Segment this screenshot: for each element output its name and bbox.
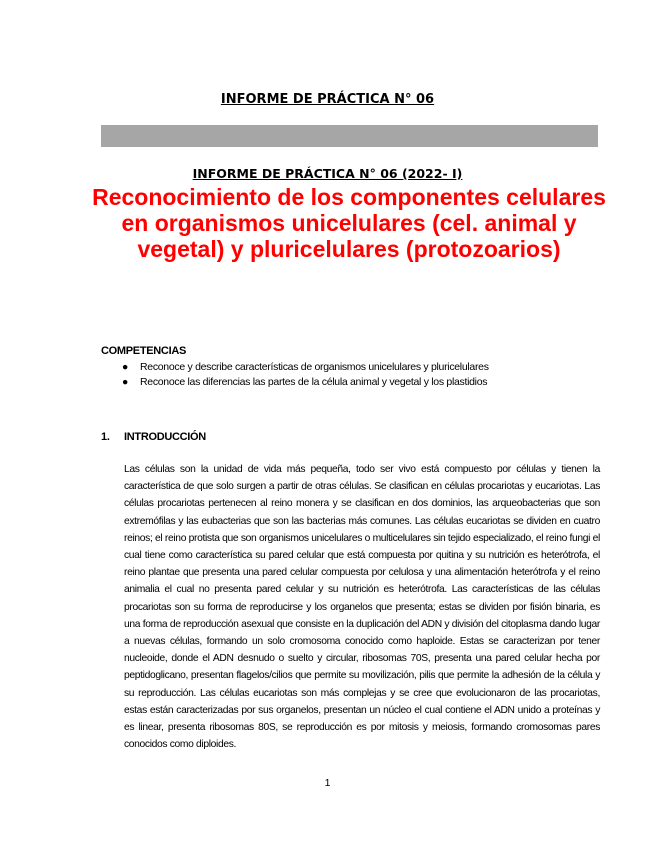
page-number: 1 <box>324 777 331 789</box>
competencia-text: Reconoce las diferencias las partes de la célula animal y vegetal y los plastidios <box>140 376 488 388</box>
competencias-heading: COMPETENCIAS <box>101 345 187 357</box>
competencia-text: Reconoce y describe características de organismos unicelulares y pluricelulares <box>140 361 489 373</box>
main-title: Reconocimiento de los componentes celulares en organismos unicelulares (cel. animal y vegetal) y pluricelulares (protozoarios) <box>92 184 606 262</box>
introduccion-heading <box>101 431 206 443</box>
competencia-item <box>122 375 489 390</box>
section-title: INTRODUCCIÓN <box>124 431 206 443</box>
report-subtitle: INFORME DE PRÁCTICA N° 06 (2022- I) <box>192 166 463 181</box>
header-title: INFORME DE PRÁCTICA N° 06 <box>220 92 435 107</box>
competencia-item <box>122 360 489 375</box>
gray-banner-bar <box>101 125 598 147</box>
competencias-list <box>122 360 489 390</box>
introduccion-body: Las células son la unidad de vida más pequeña, todo ser vivo está compuesto por células y tienen la característica de que solo surgen a partir de otras células. Se clasifican en células procariotas y eucariotas. Las células procariotas pertenecen al reino monera y se clasifican en dos dominios, las arqueobacterias que son extremófilas y las eubacterias que son las bacterias más comunes. Las células eucariotas se dividen en cuatro reinos; el reino protista que son organismos unicelulares o multicelulares sin tejido especializado, el reino fungi el cual tiene como característica su pared celular que está compuesta por quitina y su nutrición es heterótrofa, el reino plantae que presenta una pared celular compuesta por celulosa y una alimentación heterótrofa y el reino animalia el cual no presenta pared celular y su nutrición es heterótrofa. Las características de las células procariotas son su forma de reproducirse y los organelos que presenta; estas se dividen por fisión binaria, es una forma de reproducción asexual que consiste en la duplicación del ADN y división del citoplasma dando lugar a nuevas células, formando un solo cromosoma conocido como haploide. Estas se caracterizan por tener nucleoide, donde el ADN desnudo o suelto y circular, ribosomas 70S, presenta una pared celular hecha por peptidoglicano, presentan flagelos/cilios que permite su movilización, pilis que permite la adhesión de la célula y su reproducción. Las células eucariotas son más complejas y se cree que evolucionaron de las procariotas, estas están caracterizadas por sus organelos, presentan un núcleo el cual contiene el ADN unido a proteínas y es linear, presenta ribosomas 80S, se reproducción es por mitosis y meiosis, formando cromosomas pares conocidos como diploides. <box>124 464 600 751</box>
bullet-icon: ● <box>122 361 129 373</box>
section-number: 1. <box>101 431 110 443</box>
bullet-icon: ● <box>122 376 129 388</box>
